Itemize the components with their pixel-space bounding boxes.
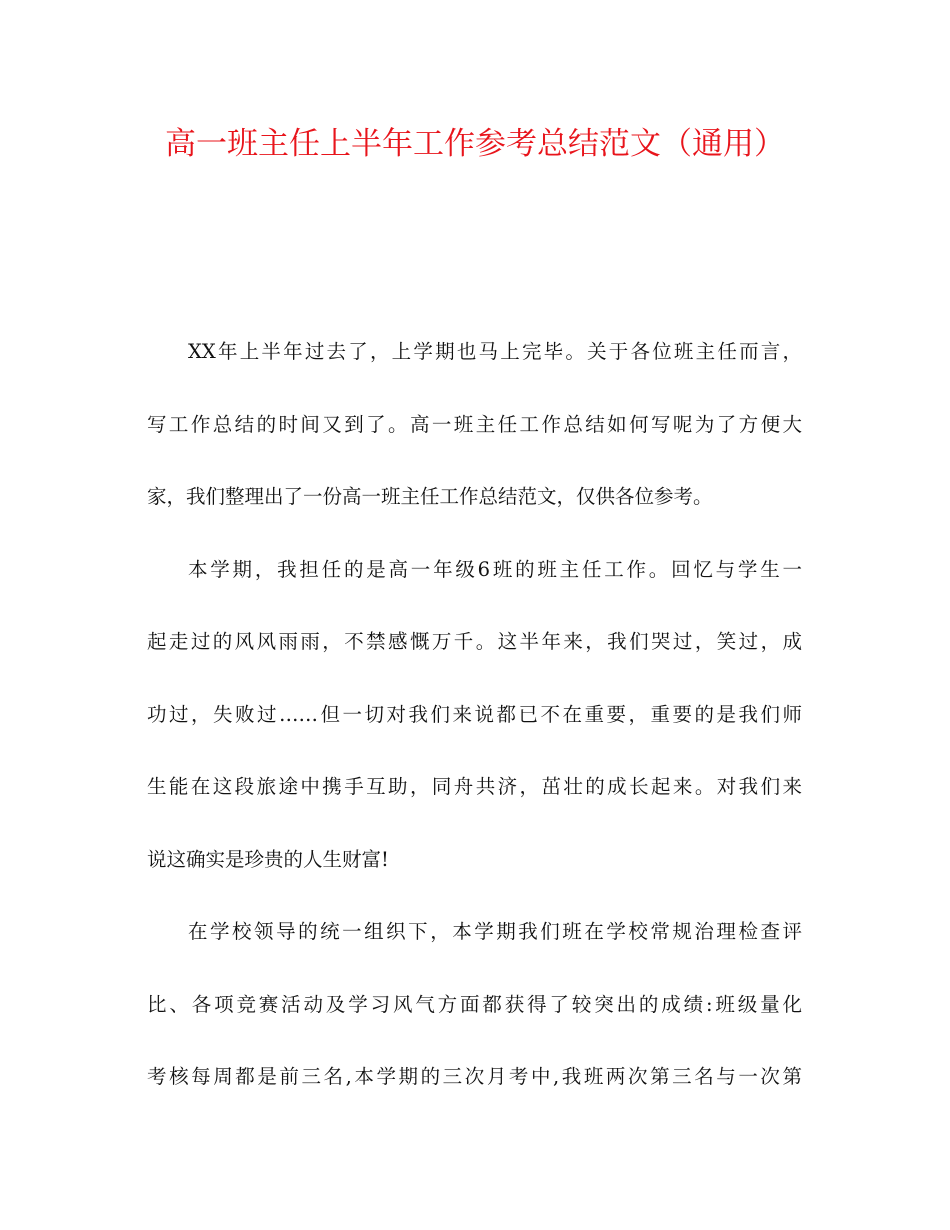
paragraph-line: 比、各项竞赛活动及学习风气方面都获得了较突出的成绩:班级量化: [147, 992, 802, 1016]
document-body: [147, 316, 802, 1114]
paragraph-line: 说这确实是珍贵的人生财富!: [147, 847, 389, 871]
paragraph-line: 功过，失败过……但一切对我们来说都已不在重要，重要的是我们师: [147, 702, 802, 726]
paragraph-line: 在学校领导的统一组织下，本学期我们班在学校常规治理检查评: [188, 920, 802, 943]
paragraph-line: 考核每周都是前三名,本学期的三次月考中,我班两次第三名与一次第: [147, 1065, 802, 1088]
paragraph-line: 起走过的风风雨雨，不禁感慨万千。这半年来，我们哭过，笑过，成: [147, 630, 802, 653]
paragraph-line: 家，我们整理出了一份高一班主任工作总结范文，仅供各位参考。: [147, 485, 713, 508]
paragraph-line: 生能在这段旅途中携手互助，同舟共济，茁壮的成长起来。对我们来: [147, 775, 802, 798]
document-title: 高一班主任上半年工作参考总结范文（通用）: [165, 126, 785, 162]
paragraph-line: 本学期，我担任的是高一年级6班的班主任工作。回忆与学生一: [188, 557, 802, 581]
paragraph-2: [147, 534, 802, 897]
paragraph-3: [147, 896, 802, 1114]
paragraph-line: XX年上半年过去了，上学期也马上完毕。关于各位班主任而言，: [188, 340, 802, 363]
paragraph-1: [147, 316, 802, 534]
paragraph-line: 写工作总结的时间又到了。高一班主任工作总结如何写呢为了方便大: [147, 412, 802, 436]
